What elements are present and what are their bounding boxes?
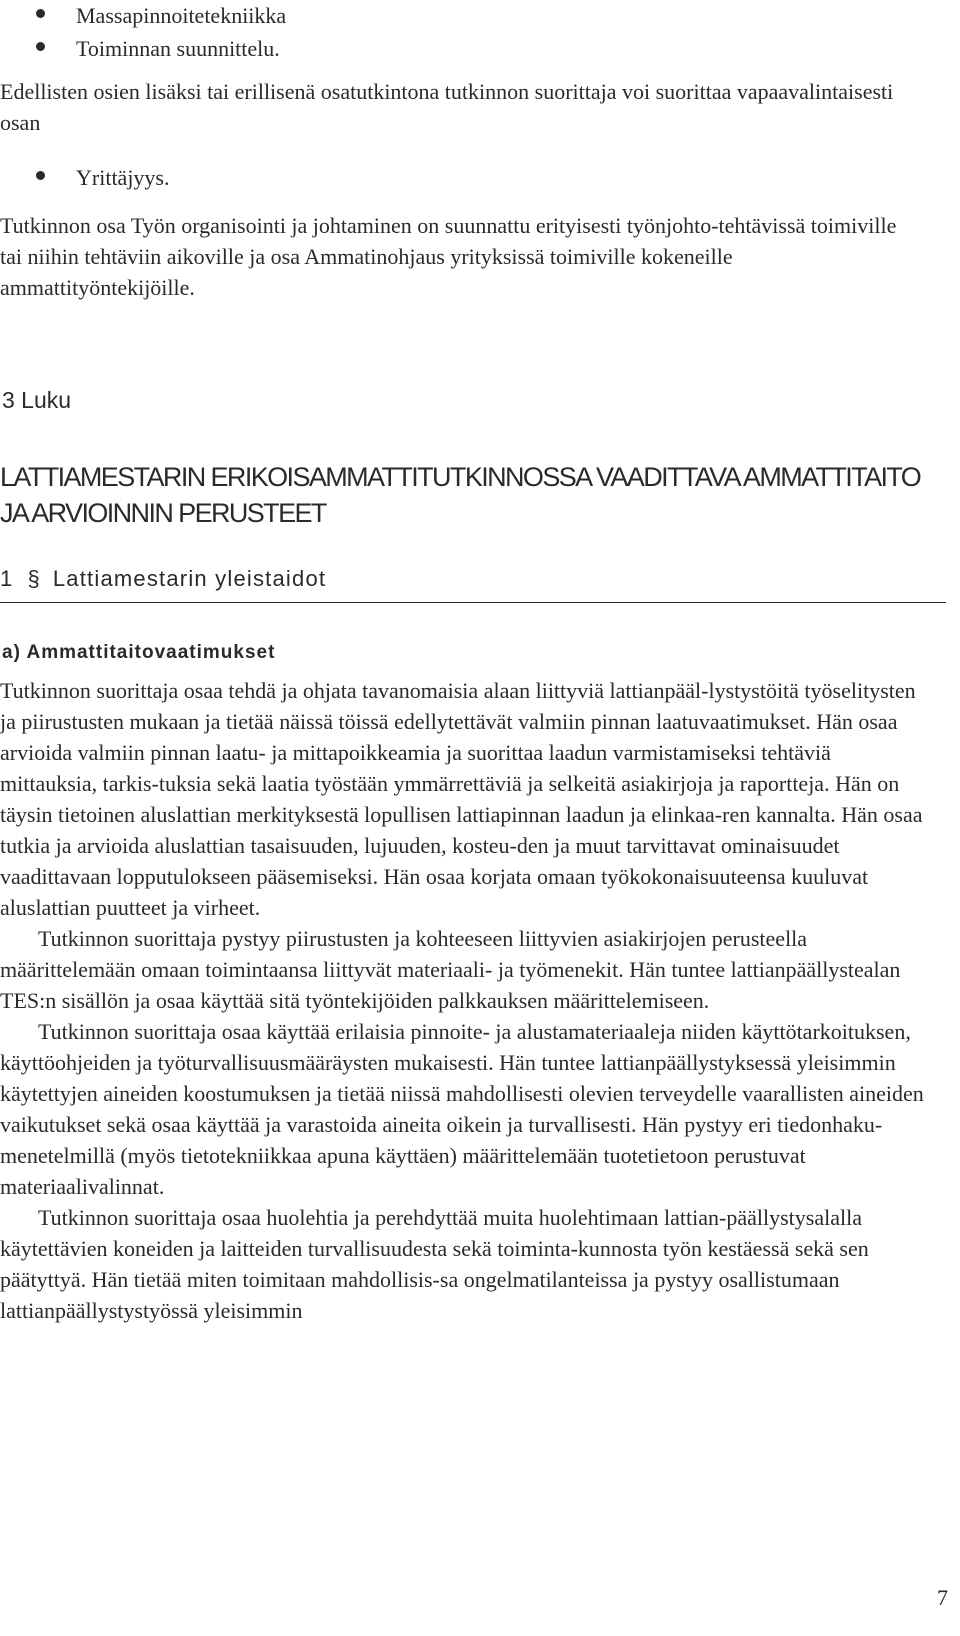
body-text [0,675,925,1326]
list-item [36,33,286,66]
section-number: 1 [0,566,14,591]
second-bullet-list [36,162,170,195]
bullet-icon [36,171,45,180]
intro-paragraph: Edellisten osien lisäksi tai erillisenä osatutkintona tutkinnon suorittaja voi suorittaa vapaavalintaisesti osan [0,79,894,135]
list-item-text: Yrittäjyys. [76,165,170,190]
section-symbol: § [27,566,41,591]
section-heading [0,566,946,603]
page-number: 7 [937,1585,948,1610]
organisation-paragraph: Tutkinnon osa Työn organisointi ja johtaminen on suunnattu erityisesti työnjohto-tehtävissä toimiville tai niihin tehtäviin aikoville ja osa Ammatinohjaus yrityksissä toimiville kokeneille ammattityöntekijöille. [0,213,897,300]
chapter-label: 3 Luku [2,387,72,413]
list-item-text: Massapinnoitetekniikka [76,3,287,28]
section-title: Lattiamestarin yleistaidot [52,566,327,591]
list-item-text: Toiminnan suunnittelu. [76,36,280,61]
paragraph: Tutkinnon suorittaja osaa käyttää erilaisia pinnoite- ja alustamateriaaleja niiden käyttötarkoituksen, käyttöohjeiden ja työturvallisuusmääräysten mukaisesti. Hän tuntee lattianpäällystyksessä yleisimmin käytettyjen aineiden koostumuksen ja tietää niissä mahdollisesti olevien terveydelle vaarallisten aineiden vaikutukset sekä osaa käyttää ja varastoida aineita oikein ja turvallisesti. Hän pystyy eri tiedonhaku-menetelmillä (myös tietotekniikkaa apuna käyttäen) määrittelemään tuotetietoon perustuvat materiaalivalinnat. [0,1019,924,1199]
bullet-icon [36,9,45,18]
list-item [36,0,286,33]
sub-heading: a) Ammattitaitovaatimukset [2,642,276,663]
paragraph: Tutkinnon suorittaja pystyy piirustusten ja kohteeseen liittyvien asiakirjojen perusteella määrittelemään omaan toimintaansa liittyvät materiaali- ja työmenekit. Hän tuntee lattianpäällystealan TES:n sisällön ja osaa käyttää sitä työntekijöiden palkkauksen määrittelemiseen. [0,926,901,1013]
list-item [36,162,170,195]
paragraph: Tutkinnon suorittaja osaa huolehtia ja perehdyttää muita huolehtimaan lattian-päällystysalalla käytettävien koneiden ja laitteiden turvallisuudesta sekä toiminta-kunnosta työn kestäessä sekä sen päätyttyä. Hän tietää miten toimitaan mahdollisis-sa ongelmatilanteissa ja pystyy osallistumaan lattianpäällystystyössä yleisimmin [0,1205,869,1323]
bullet-icon [36,42,45,51]
chapter-heading: LATTIAMESTARIN ERIKOISAMMATTITUTKINNOSSA VAADITTAVA AMMATTITAITO JA ARVIOINNIN PERUSTEET [0,462,921,528]
paragraph: Tutkinnon suorittaja osaa tehdä ja ohjata tavanomaisia alaan liittyviä lattianpääl-lystystöitä työselitysten ja piirustusten mukaan ja tietää näissä töissä edellytettävät valmiin pinnan laatuvaatimukset. Hän osaa arvioida valmiin pinnan laatu- ja mittapoikkeamia ja suorittaa laadun varmistamiseksi tehtäviä mittauksia, tarkis-tuksia sekä laatia työstään ymmärrettäviä ja selkeitä asiakirjoja ja raportteja. Hän on täysin tietoinen aluslattian merkityksestä lopullisen lattiapinnan laadun ja elinkaa-ren kannalta. Hän osaa tutkia ja arvioida aluslattian tasaisuuden, lujuuden, kosteu-den ja muut tarvittavat ominaisuudet vaadittavaan lopputulokseen pääsemiseksi. Hän osaa korjata omaan työkokonaisuuteensa kuuluvat aluslattian puutteet ja virheet. [0,678,923,920]
top-bullet-list [36,0,286,66]
